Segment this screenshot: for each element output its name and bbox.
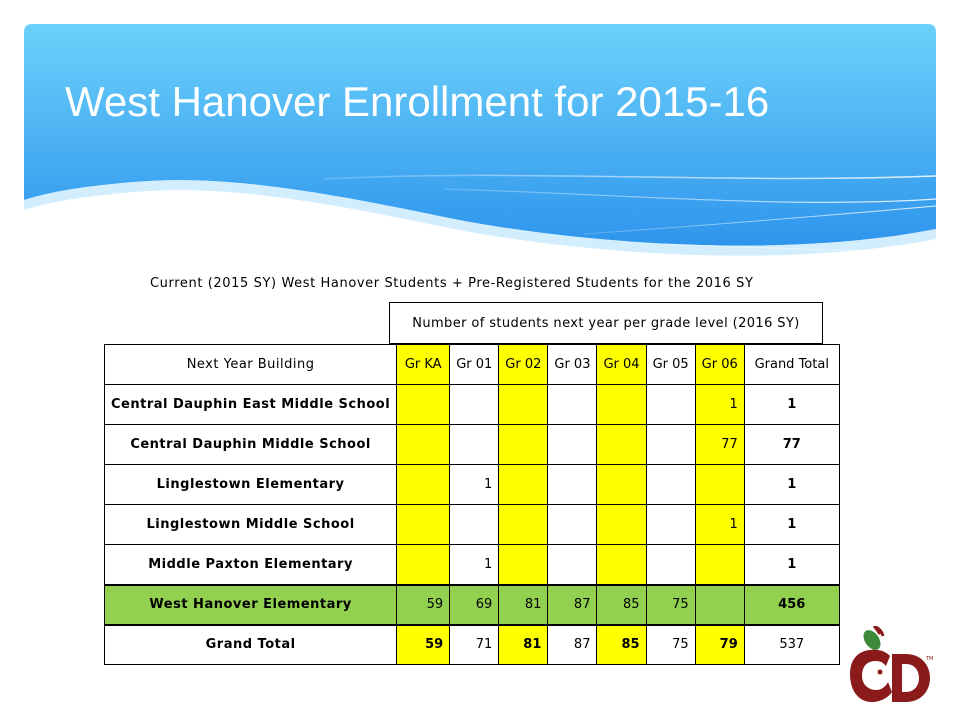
cell-gr-ka (397, 425, 450, 465)
cell-gr-05 (646, 425, 695, 465)
header-banner (24, 24, 936, 274)
cell-gr-06: 77 (695, 425, 744, 465)
cell-gr-02 (499, 385, 548, 425)
cell-gr-04 (597, 545, 646, 585)
cell-gr-02 (499, 545, 548, 585)
header-gr-01: Gr 01 (450, 345, 499, 385)
cell-gr-03 (548, 465, 597, 505)
cell-gr-01 (450, 385, 499, 425)
cell-gr-06 (695, 465, 744, 505)
table-row (105, 505, 840, 545)
header-gr-04: Gr 04 (597, 345, 646, 385)
table-row (105, 385, 840, 425)
cell-gr-06 (695, 545, 744, 585)
cell-gr-03 (548, 545, 597, 585)
grade-level-superheader: Number of students next year per grade level (2016 SY) (389, 302, 823, 344)
cell-gr-06: 1 (695, 385, 744, 425)
cell-grand-total: 1 (744, 545, 839, 585)
cell-gr-05: 75 (646, 625, 695, 665)
cell-gr-01: 71 (450, 625, 499, 665)
cell-gr-03 (548, 425, 597, 465)
table-row (105, 425, 840, 465)
cell-gr-04: 85 (597, 585, 646, 625)
building-name: Central Dauphin East Middle School (105, 385, 397, 425)
cell-grand-total: 1 (744, 505, 839, 545)
cell-gr-02: 81 (499, 625, 548, 665)
building-name: Central Dauphin Middle School (105, 425, 397, 465)
header-gr-ka: Gr KA (397, 345, 450, 385)
cell-grand-total: 1 (744, 465, 839, 505)
cell-gr-03 (548, 385, 597, 425)
slide-title: West Hanover Enrollment for 2015-16 (65, 78, 770, 125)
cell-gr-05 (646, 385, 695, 425)
building-name: Grand Total (105, 625, 397, 665)
building-name: Middle Paxton Elementary (105, 545, 397, 585)
cell-gr-04: 85 (597, 625, 646, 665)
enrollment-table (104, 344, 840, 665)
cell-gr-06 (695, 585, 744, 625)
cell-gr-01: 69 (450, 585, 499, 625)
cell-gr-03 (548, 505, 597, 545)
header-building: Next Year Building (105, 345, 397, 385)
cell-grand-total: 537 (744, 625, 839, 665)
cell-gr-04 (597, 465, 646, 505)
table-header-row (105, 345, 840, 385)
cell-gr-01 (450, 505, 499, 545)
cell-gr-03: 87 (548, 585, 597, 625)
cell-grand-total: 1 (744, 385, 839, 425)
cell-gr-03: 87 (548, 625, 597, 665)
table-row-highlighted (105, 585, 840, 625)
table-row (105, 545, 840, 585)
table-row-grand-total (105, 625, 840, 665)
cell-gr-04 (597, 505, 646, 545)
cd-apple-logo-icon (840, 626, 936, 708)
cell-gr-06: 1 (695, 505, 744, 545)
table-caption: Current (2015 SY) West Hanover Students + Pre-Registered Students for the 2016 SY (150, 276, 754, 291)
cell-gr-05 (646, 505, 695, 545)
building-name: Linglestown Elementary (105, 465, 397, 505)
cell-gr-ka (397, 465, 450, 505)
svg-text:TM: TM (926, 656, 934, 662)
cell-gr-01 (450, 425, 499, 465)
cell-gr-05: 75 (646, 585, 695, 625)
cell-gr-04 (597, 385, 646, 425)
cell-grand-total: 456 (744, 585, 839, 625)
building-name: West Hanover Elementary (105, 585, 397, 625)
cell-grand-total: 77 (744, 425, 839, 465)
building-name: Linglestown Middle School (105, 505, 397, 545)
cell-gr-01: 1 (450, 465, 499, 505)
cell-gr-ka (397, 385, 450, 425)
cell-gr-ka (397, 505, 450, 545)
cell-gr-05 (646, 545, 695, 585)
table-row (105, 465, 840, 505)
header-gr-02: Gr 02 (499, 345, 548, 385)
cell-gr-ka: 59 (397, 585, 450, 625)
header-gr-06: Gr 06 (695, 345, 744, 385)
cell-gr-02 (499, 465, 548, 505)
cell-gr-ka (397, 545, 450, 585)
header-gr-05: Gr 05 (646, 345, 695, 385)
cell-gr-06: 79 (695, 625, 744, 665)
cell-gr-ka: 59 (397, 625, 450, 665)
cell-gr-02 (499, 505, 548, 545)
cell-gr-04 (597, 425, 646, 465)
cell-gr-01: 1 (450, 545, 499, 585)
cell-gr-05 (646, 465, 695, 505)
cell-gr-02: 81 (499, 585, 548, 625)
header-grand-total: Grand Total (744, 345, 839, 385)
header-gr-03: Gr 03 (548, 345, 597, 385)
cell-gr-02 (499, 425, 548, 465)
